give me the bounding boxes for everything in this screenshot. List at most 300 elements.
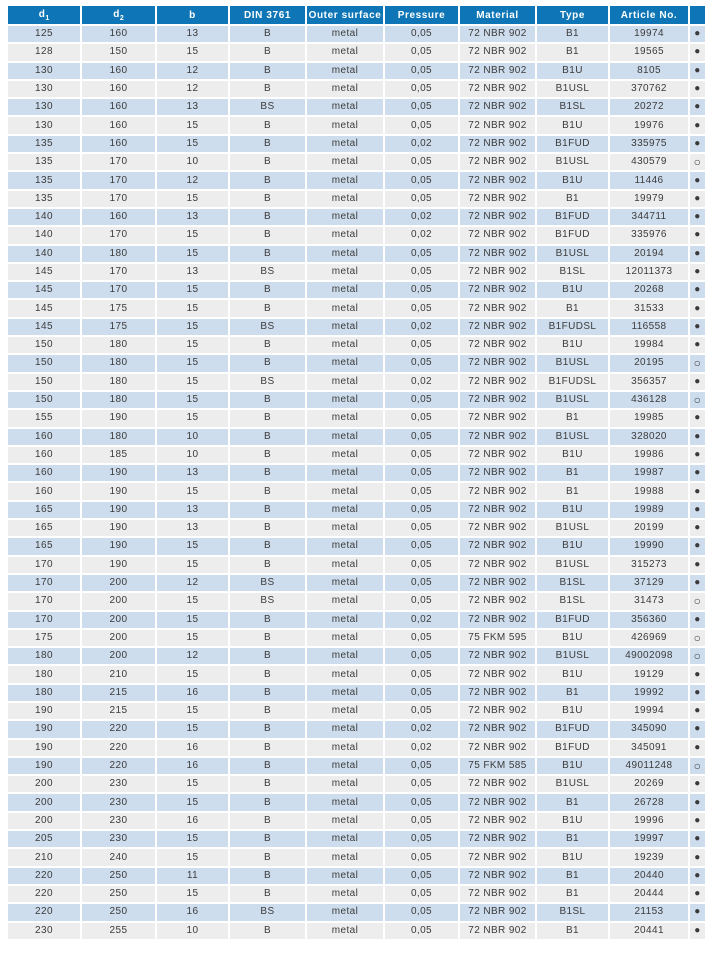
filled-circle-icon: ● — [690, 282, 705, 298]
cell-material: 72 NBR 902 — [460, 26, 535, 42]
cell-pressure: 0,05 — [385, 923, 458, 939]
cell-material: 72 NBR 902 — [460, 447, 535, 463]
cell-article-no: 20272 — [610, 99, 688, 115]
cell-pressure: 0,05 — [385, 264, 458, 280]
filled-circle-icon: ● — [690, 776, 705, 792]
cell-din-3761: BS — [230, 319, 305, 335]
cell-din-3761: B — [230, 136, 305, 152]
cell-type: B1 — [537, 410, 608, 426]
cell-d1: 145 — [8, 319, 80, 335]
cell-din-3761: B — [230, 776, 305, 792]
cell-b: 15 — [157, 410, 228, 426]
cell-article-no: 315273 — [610, 557, 688, 573]
cell-type: B1U — [537, 282, 608, 298]
cell-outer-surface: metal — [307, 648, 383, 664]
cell-material: 72 NBR 902 — [460, 794, 535, 810]
table-row — [8, 337, 705, 353]
cell-d2: 200 — [82, 575, 155, 591]
cell-type: B1 — [537, 831, 608, 847]
cell-d1: 140 — [8, 246, 80, 262]
table-row — [8, 703, 705, 719]
cell-article-no: 19976 — [610, 117, 688, 133]
cell-type: B1USL — [537, 648, 608, 664]
table-row — [8, 593, 705, 609]
cell-d2: 240 — [82, 849, 155, 865]
cell-pressure: 0,05 — [385, 557, 458, 573]
cell-outer-surface: metal — [307, 575, 383, 591]
cell-d2: 190 — [82, 465, 155, 481]
cell-d2: 190 — [82, 410, 155, 426]
cell-pressure: 0,05 — [385, 666, 458, 682]
cell-article-no: 20440 — [610, 868, 688, 884]
cell-d2: 190 — [82, 483, 155, 499]
cell-pressure: 0,05 — [385, 794, 458, 810]
filled-circle-icon: ● — [690, 172, 705, 188]
cell-article-no: 19997 — [610, 831, 688, 847]
open-circle-icon: ○ — [690, 648, 705, 664]
cell-d1: 170 — [8, 612, 80, 628]
cell-din-3761: B — [230, 465, 305, 481]
table-row — [8, 264, 705, 280]
cell-type: B1USL — [537, 81, 608, 97]
cell-d2: 255 — [82, 923, 155, 939]
cell-article-no: 20199 — [610, 520, 688, 536]
cell-din-3761: B — [230, 721, 305, 737]
cell-article-no: 430579 — [610, 154, 688, 170]
table-row — [8, 374, 705, 390]
cell-article-no: 345091 — [610, 740, 688, 756]
cell-d1: 160 — [8, 465, 80, 481]
table-row — [8, 813, 705, 829]
cell-din-3761: B — [230, 868, 305, 884]
filled-circle-icon: ● — [690, 81, 705, 97]
cell-d1: 160 — [8, 483, 80, 499]
table-row — [8, 447, 705, 463]
table-row — [8, 886, 705, 902]
table-row — [8, 685, 705, 701]
cell-type: B1FUD — [537, 136, 608, 152]
cell-pressure: 0,02 — [385, 374, 458, 390]
cell-article-no: 49002098 — [610, 648, 688, 664]
table-row — [8, 868, 705, 884]
cell-type: B1 — [537, 300, 608, 316]
cell-din-3761: B — [230, 483, 305, 499]
cell-type: B1SL — [537, 575, 608, 591]
column-header-din-3761: DIN 3761 — [230, 6, 305, 24]
filled-circle-icon: ● — [690, 703, 705, 719]
cell-type: B1USL — [537, 355, 608, 371]
cell-type: B1USL — [537, 246, 608, 262]
cell-outer-surface: metal — [307, 429, 383, 445]
cell-d2: 175 — [82, 319, 155, 335]
cell-pressure: 0,05 — [385, 520, 458, 536]
cell-outer-surface: metal — [307, 538, 383, 554]
cell-outer-surface: metal — [307, 721, 383, 737]
cell-din-3761: B — [230, 703, 305, 719]
cell-outer-surface: metal — [307, 593, 383, 609]
cell-pressure: 0,05 — [385, 465, 458, 481]
cell-din-3761: B — [230, 794, 305, 810]
cell-b: 13 — [157, 520, 228, 536]
cell-b: 10 — [157, 923, 228, 939]
column-header-d1: $d_1$ — [8, 6, 80, 24]
cell-type: B1 — [537, 794, 608, 810]
cell-d1: 180 — [8, 648, 80, 664]
cell-pressure: 0,05 — [385, 26, 458, 42]
cell-article-no: 49011248 — [610, 758, 688, 774]
cell-type: B1 — [537, 191, 608, 207]
cell-din-3761: B — [230, 666, 305, 682]
cell-pressure: 0,05 — [385, 502, 458, 518]
cell-outer-surface: metal — [307, 337, 383, 353]
cell-d2: 160 — [82, 26, 155, 42]
cell-d2: 170 — [82, 172, 155, 188]
cell-d2: 190 — [82, 557, 155, 573]
table-row — [8, 538, 705, 554]
cell-din-3761: B — [230, 648, 305, 664]
cell-type: B1 — [537, 465, 608, 481]
cell-material: 72 NBR 902 — [460, 355, 535, 371]
cell-type: B1U — [537, 117, 608, 133]
cell-article-no: 31533 — [610, 300, 688, 316]
table-row — [8, 502, 705, 518]
cell-b: 16 — [157, 904, 228, 920]
cell-d1: 190 — [8, 721, 80, 737]
cell-d1: 220 — [8, 904, 80, 920]
cell-type: B1FUDSL — [537, 319, 608, 335]
cell-d1: 130 — [8, 99, 80, 115]
column-header-type: Type — [537, 6, 608, 24]
cell-d2: 230 — [82, 831, 155, 847]
cell-b: 12 — [157, 63, 228, 79]
cell-outer-surface: metal — [307, 465, 383, 481]
filled-circle-icon: ● — [690, 740, 705, 756]
table-row — [8, 794, 705, 810]
filled-circle-icon: ● — [690, 136, 705, 152]
cell-b: 10 — [157, 429, 228, 445]
cell-d2: 200 — [82, 630, 155, 646]
open-circle-icon: ○ — [690, 758, 705, 774]
cell-d1: 145 — [8, 282, 80, 298]
cell-outer-surface: metal — [307, 666, 383, 682]
cell-material: 72 NBR 902 — [460, 831, 535, 847]
cell-din-3761: B — [230, 209, 305, 225]
filled-circle-icon: ● — [690, 666, 705, 682]
cell-article-no: 345090 — [610, 721, 688, 737]
cell-article-no: 328020 — [610, 429, 688, 445]
cell-din-3761: B — [230, 355, 305, 371]
cell-pressure: 0,02 — [385, 136, 458, 152]
cell-material: 72 NBR 902 — [460, 886, 535, 902]
cell-d2: 180 — [82, 355, 155, 371]
cell-material: 72 NBR 902 — [460, 264, 535, 280]
table-row — [8, 520, 705, 536]
cell-d2: 230 — [82, 776, 155, 792]
cell-type: B1SL — [537, 264, 608, 280]
cell-b: 15 — [157, 593, 228, 609]
cell-d2: 200 — [82, 612, 155, 628]
cell-d1: 170 — [8, 593, 80, 609]
cell-pressure: 0,05 — [385, 81, 458, 97]
cell-article-no: 356360 — [610, 612, 688, 628]
cell-pressure: 0,02 — [385, 227, 458, 243]
table-row — [8, 410, 705, 426]
column-header-material: Material — [460, 6, 535, 24]
table-row — [8, 575, 705, 591]
cell-article-no: 436128 — [610, 392, 688, 408]
table-row — [8, 209, 705, 225]
cell-type: B1 — [537, 44, 608, 60]
cell-article-no: 19979 — [610, 191, 688, 207]
cell-pressure: 0,05 — [385, 538, 458, 554]
cell-d1: 165 — [8, 502, 80, 518]
cell-din-3761: B — [230, 538, 305, 554]
cell-outer-surface: metal — [307, 209, 383, 225]
cell-d2: 170 — [82, 264, 155, 280]
cell-outer-surface: metal — [307, 319, 383, 335]
cell-material: 72 NBR 902 — [460, 538, 535, 554]
filled-circle-icon: ● — [690, 721, 705, 737]
cell-type: B1SL — [537, 99, 608, 115]
cell-material: 72 NBR 902 — [460, 227, 535, 243]
cell-pressure: 0,05 — [385, 904, 458, 920]
cell-article-no: 19989 — [610, 502, 688, 518]
cell-din-3761: B — [230, 81, 305, 97]
cell-article-no: 335975 — [610, 136, 688, 152]
cell-d2: 230 — [82, 794, 155, 810]
cell-material: 72 NBR 902 — [460, 410, 535, 426]
cell-material: 72 NBR 902 — [460, 465, 535, 481]
table-row — [8, 355, 705, 371]
filled-circle-icon: ● — [690, 429, 705, 445]
cell-pressure: 0,05 — [385, 191, 458, 207]
filled-circle-icon: ● — [690, 44, 705, 60]
cell-d2: 160 — [82, 117, 155, 133]
cell-article-no: 19994 — [610, 703, 688, 719]
cell-b: 12 — [157, 81, 228, 97]
table-body — [8, 26, 705, 939]
cell-b: 15 — [157, 300, 228, 316]
cell-article-no: 19988 — [610, 483, 688, 499]
cell-d2: 230 — [82, 813, 155, 829]
filled-circle-icon: ● — [690, 868, 705, 884]
open-circle-icon: ○ — [690, 392, 705, 408]
cell-d1: 210 — [8, 849, 80, 865]
cell-d1: 135 — [8, 136, 80, 152]
cell-d1: 145 — [8, 300, 80, 316]
cell-outer-surface: metal — [307, 758, 383, 774]
table-row — [8, 300, 705, 316]
cell-type: B1U — [537, 502, 608, 518]
cell-d2: 175 — [82, 300, 155, 316]
cell-material: 72 NBR 902 — [460, 154, 535, 170]
cell-material: 75 FKM 595 — [460, 630, 535, 646]
cell-pressure: 0,05 — [385, 337, 458, 353]
cell-article-no: 19987 — [610, 465, 688, 481]
cell-pressure: 0,05 — [385, 447, 458, 463]
cell-b: 15 — [157, 227, 228, 243]
cell-material: 72 NBR 902 — [460, 813, 535, 829]
cell-type: B1U — [537, 758, 608, 774]
cell-outer-surface: metal — [307, 923, 383, 939]
cell-pressure: 0,05 — [385, 831, 458, 847]
cell-d2: 180 — [82, 337, 155, 353]
cell-type: B1FUD — [537, 612, 608, 628]
cell-b: 16 — [157, 758, 228, 774]
cell-material: 72 NBR 902 — [460, 740, 535, 756]
cell-material: 72 NBR 902 — [460, 117, 535, 133]
filled-circle-icon: ● — [690, 264, 705, 280]
cell-material: 72 NBR 902 — [460, 483, 535, 499]
cell-b: 15 — [157, 355, 228, 371]
filled-circle-icon: ● — [690, 502, 705, 518]
filled-circle-icon: ● — [690, 26, 705, 42]
cell-d1: 130 — [8, 63, 80, 79]
cell-pressure: 0,05 — [385, 776, 458, 792]
column-header-pressure: Pressure — [385, 6, 458, 24]
cell-d2: 150 — [82, 44, 155, 60]
column-header-d2: $d_2$ — [82, 6, 155, 24]
cell-b: 16 — [157, 813, 228, 829]
cell-outer-surface: metal — [307, 99, 383, 115]
cell-d2: 220 — [82, 740, 155, 756]
table-row — [8, 776, 705, 792]
table-row — [8, 630, 705, 646]
filled-circle-icon: ● — [690, 904, 705, 920]
cell-pressure: 0,02 — [385, 209, 458, 225]
open-circle-icon: ○ — [690, 154, 705, 170]
cell-pressure: 0,05 — [385, 392, 458, 408]
table-row — [8, 117, 705, 133]
filled-circle-icon: ● — [690, 227, 705, 243]
cell-material: 72 NBR 902 — [460, 319, 535, 335]
cell-pressure: 0,05 — [385, 172, 458, 188]
cell-type: B1U — [537, 63, 608, 79]
cell-b: 13 — [157, 209, 228, 225]
cell-d1: 165 — [8, 520, 80, 536]
cell-b: 15 — [157, 246, 228, 262]
table-row — [8, 831, 705, 847]
cell-outer-surface: metal — [307, 392, 383, 408]
cell-material: 75 FKM 585 — [460, 758, 535, 774]
cell-d1: 140 — [8, 209, 80, 225]
cell-material: 72 NBR 902 — [460, 849, 535, 865]
cell-d1: 125 — [8, 26, 80, 42]
column-header-b: b — [157, 6, 228, 24]
cell-outer-surface: metal — [307, 300, 383, 316]
cell-material: 72 NBR 902 — [460, 246, 535, 262]
cell-outer-surface: metal — [307, 447, 383, 463]
cell-pressure: 0,05 — [385, 429, 458, 445]
cell-pressure: 0,02 — [385, 319, 458, 335]
cell-outer-surface: metal — [307, 794, 383, 810]
filled-circle-icon: ● — [690, 447, 705, 463]
table-row — [8, 904, 705, 920]
cell-article-no: 426969 — [610, 630, 688, 646]
table-row — [8, 465, 705, 481]
cell-b: 13 — [157, 99, 228, 115]
cell-article-no: 21153 — [610, 904, 688, 920]
cell-d2: 220 — [82, 758, 155, 774]
cell-d1: 150 — [8, 374, 80, 390]
cell-din-3761: BS — [230, 904, 305, 920]
cell-d1: 140 — [8, 227, 80, 243]
cell-din-3761: B — [230, 520, 305, 536]
cell-d1: 160 — [8, 447, 80, 463]
cell-type: B1FUD — [537, 209, 608, 225]
cell-d1: 190 — [8, 758, 80, 774]
cell-material: 72 NBR 902 — [460, 502, 535, 518]
cell-material: 72 NBR 902 — [460, 429, 535, 445]
cell-article-no: 19990 — [610, 538, 688, 554]
table-row — [8, 227, 705, 243]
cell-din-3761: B — [230, 172, 305, 188]
cell-outer-surface: metal — [307, 813, 383, 829]
cell-pressure: 0,05 — [385, 44, 458, 60]
cell-outer-surface: metal — [307, 227, 383, 243]
cell-outer-surface: metal — [307, 410, 383, 426]
cell-d2: 170 — [82, 227, 155, 243]
cell-din-3761: BS — [230, 374, 305, 390]
cell-din-3761: B — [230, 447, 305, 463]
cell-outer-surface: metal — [307, 630, 383, 646]
cell-pressure: 0,05 — [385, 648, 458, 664]
cell-d2: 160 — [82, 136, 155, 152]
cell-din-3761: B — [230, 392, 305, 408]
cell-material: 72 NBR 902 — [460, 904, 535, 920]
table-row — [8, 849, 705, 865]
cell-material: 72 NBR 902 — [460, 703, 535, 719]
cell-outer-surface: metal — [307, 685, 383, 701]
cell-type: B1USL — [537, 776, 608, 792]
cell-article-no: 344711 — [610, 209, 688, 225]
cell-b: 15 — [157, 136, 228, 152]
cell-material: 72 NBR 902 — [460, 99, 535, 115]
cell-d1: 190 — [8, 740, 80, 756]
table-row — [8, 612, 705, 628]
cell-article-no: 20441 — [610, 923, 688, 939]
cell-type: B1USL — [537, 429, 608, 445]
cell-type: B1U — [537, 538, 608, 554]
cell-outer-surface: metal — [307, 81, 383, 97]
cell-outer-surface: metal — [307, 776, 383, 792]
cell-d1: 230 — [8, 923, 80, 939]
cell-d2: 180 — [82, 429, 155, 445]
cell-din-3761: B — [230, 44, 305, 60]
cell-type: B1 — [537, 26, 608, 42]
table-row — [8, 740, 705, 756]
cell-outer-surface: metal — [307, 172, 383, 188]
cell-type: B1 — [537, 685, 608, 701]
cell-din-3761: BS — [230, 593, 305, 609]
filled-circle-icon: ● — [690, 575, 705, 591]
cell-pressure: 0,05 — [385, 849, 458, 865]
cell-article-no: 12011373 — [610, 264, 688, 280]
cell-din-3761: B — [230, 246, 305, 262]
cell-material: 72 NBR 902 — [460, 374, 535, 390]
cell-outer-surface: metal — [307, 831, 383, 847]
cell-din-3761: B — [230, 154, 305, 170]
cell-b: 15 — [157, 483, 228, 499]
cell-article-no: 31473 — [610, 593, 688, 609]
cell-type: B1U — [537, 849, 608, 865]
cell-d1: 135 — [8, 191, 80, 207]
cell-d1: 200 — [8, 813, 80, 829]
cell-pressure: 0,05 — [385, 630, 458, 646]
filled-circle-icon: ● — [690, 794, 705, 810]
filled-circle-icon: ● — [690, 117, 705, 133]
cell-outer-surface: metal — [307, 355, 383, 371]
